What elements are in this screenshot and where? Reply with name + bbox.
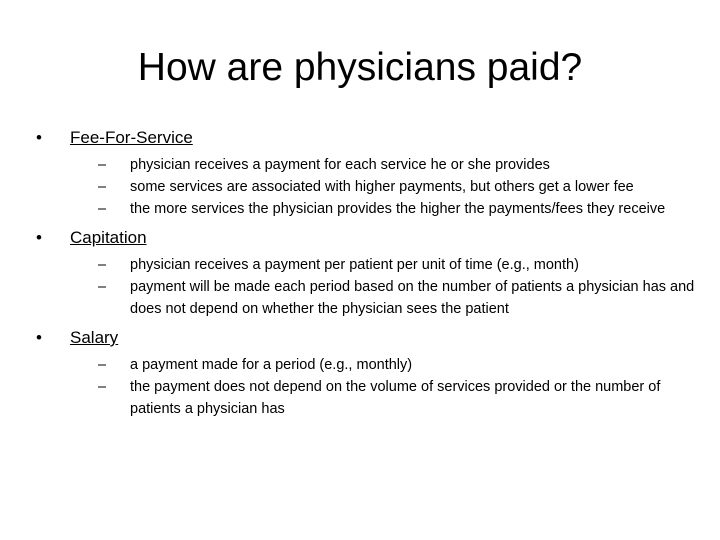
topic-label: Fee-For-Service [70, 128, 193, 147]
topic-label: Salary [70, 328, 119, 347]
sub-point [98, 254, 696, 276]
dash-icon: – [98, 357, 107, 373]
sub-list [70, 254, 696, 320]
sub-point [98, 154, 696, 176]
sub-point-text: a payment made for a period (e.g., monthly) [130, 357, 413, 373]
bullet-list [36, 126, 696, 420]
dash-icon: – [98, 257, 107, 273]
sub-list [70, 354, 696, 420]
sub-point-text: physician receives a payment per patient per unit of time (e.g., month) [130, 257, 579, 273]
sub-list [70, 154, 696, 220]
dash-icon: – [98, 279, 107, 295]
sub-point [98, 276, 696, 320]
dash-icon: – [98, 201, 107, 217]
topic-capitation [36, 226, 696, 320]
sub-point-text: payment will be made each period based on the number of patients a physician has and does not depend on whether the physician sees the patient [130, 279, 695, 317]
bullet-icon: • [36, 228, 42, 247]
sub-point [98, 176, 696, 198]
topic-label: Capitation [70, 228, 147, 247]
sub-point-text: some services are associated with higher payments, but others get a lower fee [130, 179, 634, 195]
topic-fee-for-service [36, 126, 696, 220]
sub-point [98, 198, 696, 220]
sub-point-text: the payment does not depend on the volume of services provided or the number of patients a physician has [130, 379, 661, 417]
bullet-icon: • [36, 328, 42, 347]
sub-point-text: the more services the physician provides the higher the payments/fees they receive [130, 201, 666, 217]
topic-salary [36, 326, 696, 420]
dash-icon: – [98, 379, 107, 395]
sub-point [98, 376, 696, 420]
bullet-icon: • [36, 128, 42, 147]
sub-point [98, 354, 696, 376]
slide-title: How are physicians paid? [137, 46, 583, 89]
dash-icon: – [98, 179, 107, 195]
dash-icon: – [98, 157, 107, 173]
sub-point-text: physician receives a payment for each service he or she provides [130, 157, 550, 173]
